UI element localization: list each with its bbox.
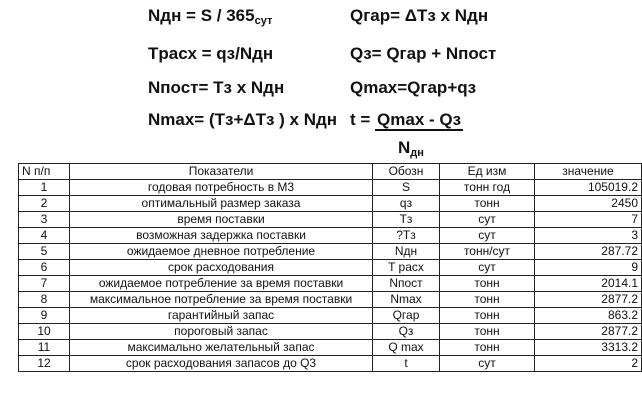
cell-symbol: Nдн xyxy=(373,244,440,260)
table-row xyxy=(19,340,642,356)
cell-value: 3313.2 xyxy=(535,340,642,356)
cell-value: 2877.2 xyxy=(535,324,642,340)
cell-number: 7 xyxy=(19,276,70,292)
column-header-unit: Ед изм xyxy=(440,164,535,180)
cell-number: 1 xyxy=(19,180,70,196)
table-row xyxy=(19,292,642,308)
cell-value: 7 xyxy=(535,212,642,228)
table-row xyxy=(19,324,642,340)
cell-indicator: максимальное потребление за время поставки xyxy=(70,292,373,308)
formula-denominator xyxy=(398,138,424,159)
cell-indicator: пороговый запас xyxy=(70,324,373,340)
formula-max-consumption: Nmax= (Tз+ΔTз ) x Nдн xyxy=(148,110,338,129)
cell-unit: тонн xyxy=(440,292,535,308)
cell-indicator: годовая потребность в М3 xyxy=(70,180,373,196)
cell-symbol: T расх xyxy=(373,260,440,276)
cell-number: 9 xyxy=(19,308,70,324)
cell-symbol: S xyxy=(373,180,440,196)
table-row xyxy=(19,180,642,196)
cell-number: 3 xyxy=(19,212,70,228)
cell-indicator: ожидаемое дневное потребление xyxy=(70,244,373,260)
cell-value: 9 xyxy=(535,260,642,276)
cell-value: 2877.2 xyxy=(535,292,642,308)
cell-symbol: qз xyxy=(373,196,440,212)
formulas-block xyxy=(0,0,624,160)
table-row xyxy=(19,276,642,292)
cell-indicator: максимально желательный запас xyxy=(70,340,373,356)
cell-number: 6 xyxy=(19,260,70,276)
column-header-symbol: Обозн xyxy=(373,164,440,180)
cell-value: 2014.1 xyxy=(535,276,642,292)
table-row xyxy=(19,308,642,324)
cell-value: 2 xyxy=(535,356,642,372)
table-row xyxy=(19,228,642,244)
cell-unit: сут xyxy=(440,212,535,228)
column-header-value: значение xyxy=(535,164,642,180)
formula-numerator: Qmax - Qз xyxy=(377,110,462,129)
cell-symbol: ?Tз xyxy=(373,228,440,244)
cell-indicator: срок расходования запасов до Q3 xyxy=(70,356,373,372)
cell-number: 12 xyxy=(19,356,70,372)
cell-value: 105019.2 xyxy=(535,180,642,196)
cell-unit: тонн/сут xyxy=(440,244,535,260)
column-header-number: N п/п xyxy=(19,164,70,180)
formula-consumption-period: Tрасх = qз/Nдн xyxy=(148,44,274,63)
cell-unit: тонн год xyxy=(440,180,535,196)
cell-symbol: Nmax xyxy=(373,292,440,308)
cell-number: 11 xyxy=(19,340,70,356)
formula-denominator-text: N xyxy=(398,138,411,157)
formula-time-to-threshold xyxy=(350,110,463,130)
cell-symbol: Qгар xyxy=(373,308,440,324)
cell-indicator: срок расходования xyxy=(70,260,373,276)
cell-unit: тонн xyxy=(440,308,535,324)
formula-delivery-consumption: Nпост= Tз x Nдн xyxy=(148,78,285,97)
table-row xyxy=(19,212,642,228)
cell-unit: тонн xyxy=(440,196,535,212)
cell-value: 863.2 xyxy=(535,308,642,324)
cell-symbol: Qз xyxy=(373,324,440,340)
cell-symbol: Nпост xyxy=(373,276,440,292)
cell-indicator: оптимальный размер заказа xyxy=(70,196,373,212)
table-row xyxy=(19,356,642,372)
formula-text: Nдн = S / 365 xyxy=(148,6,255,25)
cell-number: 2 xyxy=(19,196,70,212)
cell-unit: тонн xyxy=(440,276,535,292)
cell-number: 10 xyxy=(19,324,70,340)
cell-number: 5 xyxy=(19,244,70,260)
cell-unit: тонн xyxy=(440,324,535,340)
cell-indicator: время поставки xyxy=(70,212,373,228)
formula-max-stock: Qmax=Qгар+qз xyxy=(350,78,477,97)
cell-symbol: Tз xyxy=(373,212,440,228)
table-header-row xyxy=(19,164,642,180)
cell-number: 4 xyxy=(19,228,70,244)
table-row xyxy=(19,260,642,276)
cell-indicator: возможная задержка поставки xyxy=(70,228,373,244)
cell-value: 2450 xyxy=(535,196,642,212)
cell-unit: сут xyxy=(440,260,535,276)
formula-lhs: t = xyxy=(350,110,376,129)
formula-subscript: сут xyxy=(254,15,273,27)
cell-unit: сут xyxy=(440,356,535,372)
formula-safety-stock: Qгар= ΔTз x Nдн xyxy=(350,6,489,25)
cell-value: 287.72 xyxy=(535,244,642,260)
indicators-table xyxy=(18,163,642,372)
cell-indicator: гарантийный запас xyxy=(70,308,373,324)
formula-denominator-subscript: дн xyxy=(410,147,424,159)
cell-number: 8 xyxy=(19,292,70,308)
formula-threshold-stock: Qз= Qгар + Nпост xyxy=(350,44,497,63)
table-row xyxy=(19,196,642,212)
table-row xyxy=(19,244,642,260)
cell-unit: тонн xyxy=(440,340,535,356)
formula-daily-consumption xyxy=(148,6,272,27)
cell-symbol: Q max xyxy=(373,340,440,356)
cell-indicator: ожидаемое потребление за время поставки xyxy=(70,276,373,292)
column-header-indicator: Показатели xyxy=(70,164,373,180)
cell-symbol: t xyxy=(373,356,440,372)
cell-value: 3 xyxy=(535,228,642,244)
cell-unit: сут xyxy=(440,228,535,244)
